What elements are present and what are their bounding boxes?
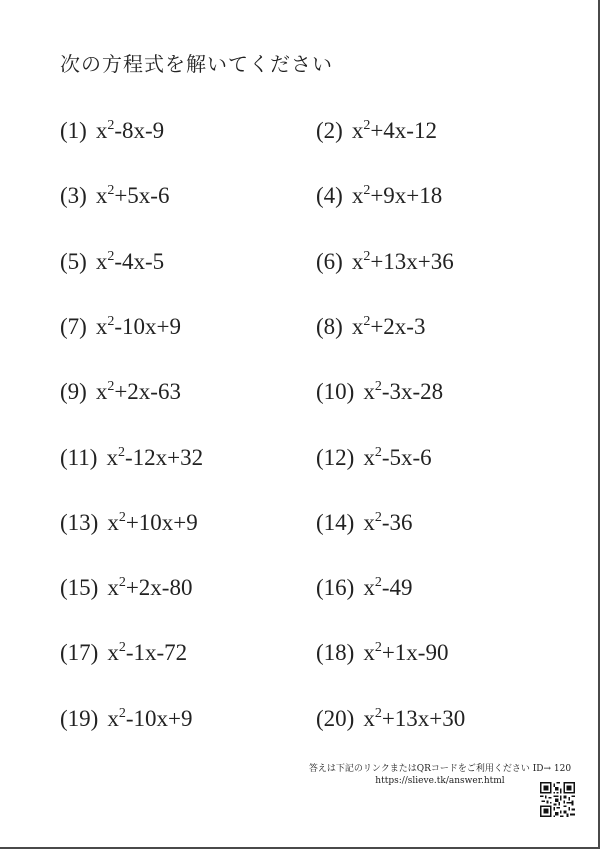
problem-variable: x <box>95 314 108 339</box>
problem-variable: x <box>107 575 119 600</box>
problem-expression: +4x-12 <box>370 118 437 143</box>
problem-variable: x <box>351 118 364 143</box>
problem-expression: -49 <box>381 575 413 600</box>
problem-variable: x <box>95 379 108 404</box>
problem-variable: x <box>363 445 375 470</box>
problem-variable: x <box>363 510 375 535</box>
problem-number: (17) <box>60 640 99 665</box>
page-title: 次の方程式を解いてください <box>60 52 333 76</box>
problem-number: (2) <box>316 118 343 143</box>
problem-variable: x <box>363 706 375 731</box>
problem-item <box>60 445 203 471</box>
problem-variable: x <box>107 640 119 665</box>
problem-expression: +2x-63 <box>114 379 181 404</box>
problem-item <box>60 118 164 144</box>
problem-item <box>316 118 437 144</box>
problem-item <box>60 314 181 340</box>
problem-expression: +13x+36 <box>370 249 454 274</box>
problem-variable: x <box>95 249 108 274</box>
problem-expression: -4x-5 <box>114 249 165 274</box>
problem-number: (1) <box>60 118 87 143</box>
problem-exponent: 2 <box>363 183 371 198</box>
problem-exponent: 2 <box>118 575 126 590</box>
problem-expression: -10x+9 <box>114 314 181 339</box>
problem-exponent: 2 <box>374 379 382 394</box>
problem-expression: -12x+32 <box>124 445 204 470</box>
problem-expression: +9x+18 <box>370 183 443 208</box>
problem-expression: +2x-80 <box>125 575 193 600</box>
problem-variable: x <box>363 640 375 665</box>
problem-exponent: 2 <box>374 445 382 460</box>
problem-variable: x <box>95 183 108 208</box>
problem-exponent: 2 <box>118 510 126 525</box>
problem-number: (9) <box>60 379 87 404</box>
problem-expression: +5x-6 <box>114 183 170 208</box>
problem-item <box>316 249 454 275</box>
problem-number: (20) <box>316 706 355 731</box>
problem-exponent: 2 <box>374 510 382 525</box>
problem-item <box>316 575 413 601</box>
problem-exponent: 2 <box>107 183 115 198</box>
problem-item <box>60 183 169 209</box>
problem-number: (8) <box>316 314 343 339</box>
problem-expression: +2x-3 <box>370 314 426 339</box>
problem-item <box>316 183 442 209</box>
problem-exponent: 2 <box>118 706 126 721</box>
problem-exponent: 2 <box>107 249 115 264</box>
problem-variable: x <box>107 706 119 731</box>
problem-item <box>316 706 465 732</box>
problem-exponent: 2 <box>374 640 382 655</box>
problem-exponent: 2 <box>107 118 115 133</box>
problem-exponent: 2 <box>374 575 382 590</box>
problem-number: (18) <box>316 640 355 665</box>
answer-url[interactable]: https://slieve.tk/answer.html <box>375 776 505 786</box>
problem-item <box>316 314 425 340</box>
problem-expression: -36 <box>381 510 413 535</box>
problem-exponent: 2 <box>117 445 125 460</box>
problem-variable: x <box>95 118 108 143</box>
problem-exponent: 2 <box>363 314 371 329</box>
problem-number: (10) <box>316 379 355 404</box>
problem-number: (11) <box>60 445 98 470</box>
problem-item <box>316 640 448 666</box>
qr-code-icon[interactable] <box>540 782 575 817</box>
problem-exponent: 2 <box>363 118 371 133</box>
problem-expression: -5x-6 <box>381 445 432 470</box>
problem-variable: x <box>363 575 375 600</box>
problem-item <box>316 445 432 471</box>
problem-number: (16) <box>316 575 355 600</box>
problem-number: (6) <box>316 249 343 274</box>
problem-number: (3) <box>60 183 87 208</box>
problem-variable: x <box>351 183 364 208</box>
problem-expression: -3x-28 <box>381 379 444 404</box>
problem-item <box>316 510 413 536</box>
problem-item <box>60 575 192 601</box>
problem-exponent: 2 <box>374 706 382 721</box>
problem-item <box>60 640 187 666</box>
problem-number: (4) <box>316 183 343 208</box>
problem-variable: x <box>363 379 375 404</box>
problem-number: (5) <box>60 249 87 274</box>
problem-variable: x <box>106 445 118 470</box>
problem-number: (12) <box>316 445 355 470</box>
problem-number: (19) <box>60 706 99 731</box>
problem-expression: -1x-72 <box>125 640 188 665</box>
problem-item <box>60 706 192 732</box>
problem-variable: x <box>107 510 119 535</box>
problem-exponent: 2 <box>118 640 126 655</box>
problem-exponent: 2 <box>107 314 115 329</box>
problem-number: (13) <box>60 510 99 535</box>
problem-expression: -10x+9 <box>125 706 193 731</box>
problem-item <box>60 510 198 536</box>
problem-item <box>60 249 164 275</box>
problem-item <box>316 379 443 405</box>
problem-variable: x <box>351 249 364 274</box>
problem-exponent: 2 <box>107 379 115 394</box>
problem-item <box>60 379 181 405</box>
problem-exponent: 2 <box>363 249 371 264</box>
problem-number: (15) <box>60 575 99 600</box>
problem-variable: x <box>351 314 364 339</box>
problem-expression: -8x-9 <box>114 118 165 143</box>
problem-number: (7) <box>60 314 87 339</box>
answer-note: 答えは下記のリンクまたはQRコードをご利用ください ID→ 120 <box>308 764 572 774</box>
problem-expression: +1x-90 <box>381 640 449 665</box>
problem-number: (14) <box>316 510 355 535</box>
problem-expression: +13x+30 <box>381 706 466 731</box>
problem-expression: +10x+9 <box>125 510 198 535</box>
